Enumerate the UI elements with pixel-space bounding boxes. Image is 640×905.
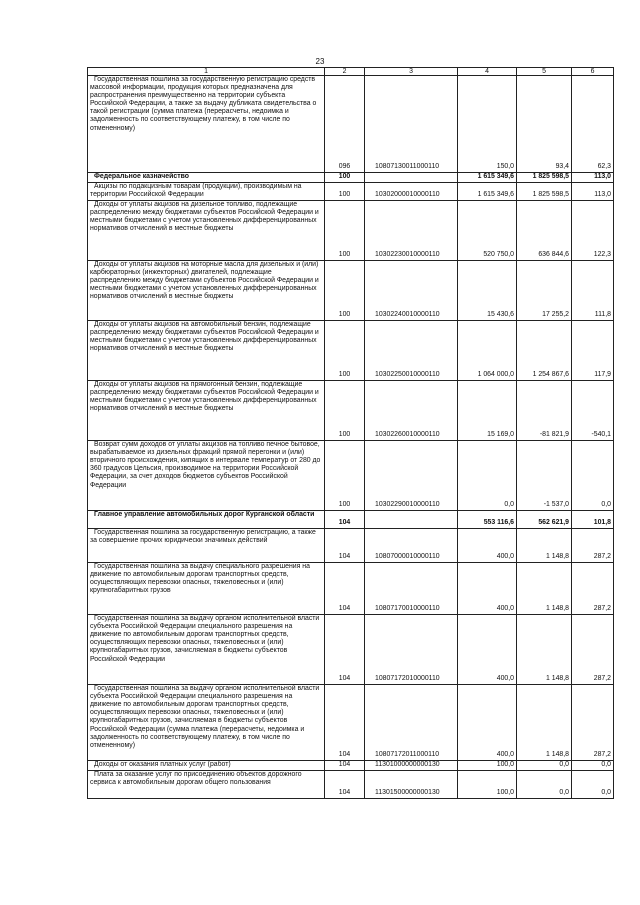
row-plan-cell: 1 615 349,6	[458, 173, 517, 183]
row-name-cell: Государственная пошлина за государственную регистрацию средств массовой информации, продукция которых предназначена для распространения преимущественно на территории субъекта Российской Федерации, а также за выдачу дубликата свидетельства о такой регистрации (сумма платежа (перерасчеты, недоимка и задолженность по соответствующему платежу, в том числе по отмененному)	[88, 76, 325, 173]
row-kbk-cell: 10807000010000110	[365, 529, 458, 563]
row-kbk-cell	[365, 173, 458, 183]
table-row	[88, 173, 614, 183]
row-actual-cell: 562 621,9	[517, 511, 572, 529]
row-kbk-cell: 10302250010000110	[365, 321, 458, 381]
row-plan-cell: 100,0	[458, 771, 517, 799]
header-cell: 4	[458, 68, 517, 76]
row-name-cell: Плата за оказание услуг по присоединению объектов дорожного сервиса к автомобильным дорогам общего пользования	[88, 771, 325, 799]
row-name-cell: Государственная пошлина за выдачу специального разрешения на движение по автомобильным дорогам транспортных средств, осуществляющих перевозки опасных, тяжеловесных и (или) крупногабаритных грузов	[88, 563, 325, 615]
row-actual-cell: 1 148,8	[517, 685, 572, 761]
row-percent-cell: 0,0	[572, 761, 614, 771]
table-row	[88, 261, 614, 321]
row-code-cell: 104	[325, 771, 365, 799]
table-row	[88, 183, 614, 201]
row-code-cell: 104	[325, 563, 365, 615]
row-kbk-cell: 10807170010000110	[365, 563, 458, 615]
row-percent-cell: 287,2	[572, 563, 614, 615]
row-code-cell: 104	[325, 529, 365, 563]
row-code-cell: 100	[325, 183, 365, 201]
row-actual-cell: 17 255,2	[517, 261, 572, 321]
row-code-cell: 104	[325, 615, 365, 685]
header-cell: 1	[88, 68, 325, 76]
row-kbk-cell: 11301500000000130	[365, 771, 458, 799]
row-actual-cell: 1 254 867,6	[517, 321, 572, 381]
row-name-cell: Возврат сумм доходов от уплаты акцизов на топливо печное бытовое, вырабатываемое из дизельных фракций прямой перегонки и (или) вторичного происхождения, кипящих в интервале температур от 280 до 360 градусов Цельсия, производимое на территории Российской Федерации, за счет доходов бюджетов субъектов Российской Федерации	[88, 441, 325, 511]
table-row	[88, 685, 614, 761]
row-actual-cell: 1 148,8	[517, 615, 572, 685]
row-actual-cell: 636 844,6	[517, 201, 572, 261]
header-cell: 3	[365, 68, 458, 76]
table-row	[88, 563, 614, 615]
row-plan-cell: 400,0	[458, 615, 517, 685]
row-actual-cell: 1 825 598,5	[517, 173, 572, 183]
row-plan-cell: 100,0	[458, 761, 517, 771]
row-percent-cell: 287,2	[572, 685, 614, 761]
row-percent-cell: 287,2	[572, 615, 614, 685]
row-code-cell: 096	[325, 76, 365, 173]
row-plan-cell: 520 750,0	[458, 201, 517, 261]
row-plan-cell: 400,0	[458, 685, 517, 761]
header-cell: 5	[517, 68, 572, 76]
table-row	[88, 771, 614, 799]
row-code-cell: 100	[325, 261, 365, 321]
row-name-cell: Доходы от уплаты акцизов на автомобильный бензин, подлежащие распределению между бюджетами субъектов Российской Федерации и местными бюджетами с учетом установленных дифференцированных нормативов отчислений в местные бюджеты	[88, 321, 325, 381]
row-plan-cell: 15 169,0	[458, 381, 517, 441]
header-cell: 6	[572, 68, 614, 76]
table-row	[88, 441, 614, 511]
row-name-cell: Федеральное казначейство	[88, 173, 325, 183]
row-actual-cell: 1 825 598,5	[517, 183, 572, 201]
row-name-cell: Доходы от уплаты акцизов на прямогонный бензин, подлежащие распределению между бюджетами субъектов Российской Федерации и местными бюджетами с учетом установленных дифференцированных нормативов отчислений в местные бюджеты	[88, 381, 325, 441]
row-name-cell: Государственная пошлина за выдачу органом исполнительной власти субъекта Российской Федерации специального разрешения на движение по автомобильным дорогам транспортных средств, осуществляющих перевозки опасных, тяжеловесных и (или) крупногабаритных грузов, зачисляемая в бюджеты субъектов Российской Федерации (сумма платежа (перерасчеты, недоимка и задолженность по соответствующему платежу, в том числе по отмененному)	[88, 685, 325, 761]
row-name-cell: Государственная пошлина за государственную регистрацию, а также за совершение прочих юридически значимых действий	[88, 529, 325, 563]
row-code-cell: 100	[325, 173, 365, 183]
row-percent-cell: 287,2	[572, 529, 614, 563]
row-kbk-cell: 10807172011000110	[365, 685, 458, 761]
row-actual-cell: -1 537,0	[517, 441, 572, 511]
row-kbk-cell: 10302240010000110	[365, 261, 458, 321]
table-row	[88, 201, 614, 261]
row-percent-cell: 113,0	[572, 173, 614, 183]
row-code-cell: 104	[325, 511, 365, 529]
table-row	[88, 615, 614, 685]
table-row	[88, 321, 614, 381]
row-kbk-cell: 11301000000000130	[365, 761, 458, 771]
row-kbk-cell: 10302290010000110	[365, 441, 458, 511]
row-name-cell: Главное управление автомобильных дорог Курганской области	[88, 511, 325, 529]
row-name-cell: Доходы от оказания платных услуг (работ)	[88, 761, 325, 771]
row-actual-cell: 0,0	[517, 761, 572, 771]
table-header-row	[88, 68, 614, 76]
row-percent-cell: 113,0	[572, 183, 614, 201]
row-code-cell: 100	[325, 201, 365, 261]
row-plan-cell: 0,0	[458, 441, 517, 511]
table-row	[88, 529, 614, 563]
row-percent-cell: 111,8	[572, 261, 614, 321]
row-percent-cell: -540,1	[572, 381, 614, 441]
row-plan-cell: 150,0	[458, 76, 517, 173]
table-row	[88, 761, 614, 771]
row-percent-cell: 101,8	[572, 511, 614, 529]
row-percent-cell: 0,0	[572, 771, 614, 799]
row-plan-cell: 400,0	[458, 529, 517, 563]
row-name-cell: Доходы от уплаты акцизов на моторные масла для дизельных и (или) карбюраторных (инжекторных) двигателей, подлежащие распределению между бюджетами субъектов Российской Федерации и местными бюджетами с учетом установленных дифференцированных нормативов отчислений в местные бюджеты	[88, 261, 325, 321]
row-actual-cell: 1 148,8	[517, 529, 572, 563]
row-plan-cell: 1 064 000,0	[458, 321, 517, 381]
table-row	[88, 511, 614, 529]
row-kbk-cell	[365, 511, 458, 529]
table-row	[88, 381, 614, 441]
row-percent-cell: 122,3	[572, 201, 614, 261]
row-name-cell: Доходы от уплаты акцизов на дизельное топливо, подлежащие распределению между бюджетами субъектов Российской Федерации и местными бюджетами с учетом установленных дифференцированных нормативов отчислений в местные бюджеты	[88, 201, 325, 261]
row-code-cell: 100	[325, 381, 365, 441]
revenue-table	[87, 67, 614, 799]
row-kbk-cell: 10807172010000110	[365, 615, 458, 685]
row-code-cell: 100	[325, 441, 365, 511]
header-cell: 2	[325, 68, 365, 76]
row-code-cell: 104	[325, 761, 365, 771]
row-percent-cell: 62,3	[572, 76, 614, 173]
row-plan-cell: 15 430,6	[458, 261, 517, 321]
row-plan-cell: 553 116,6	[458, 511, 517, 529]
row-actual-cell: 1 148,8	[517, 563, 572, 615]
row-kbk-cell: 10302000010000110	[365, 183, 458, 201]
row-plan-cell: 400,0	[458, 563, 517, 615]
row-percent-cell: 117,9	[572, 321, 614, 381]
row-percent-cell: 0,0	[572, 441, 614, 511]
row-kbk-cell: 10807130011000110	[365, 76, 458, 173]
table-row	[88, 76, 614, 173]
row-code-cell: 100	[325, 321, 365, 381]
row-kbk-cell: 10302230010000110	[365, 201, 458, 261]
row-kbk-cell: 10302260010000110	[365, 381, 458, 441]
row-actual-cell: 93,4	[517, 76, 572, 173]
row-actual-cell: -81 821,9	[517, 381, 572, 441]
row-name-cell: Акцизы по подакцизным товарам (продукции), производимым на территории Российской Федерации	[88, 183, 325, 201]
row-plan-cell: 1 615 349,6	[458, 183, 517, 201]
row-code-cell: 104	[325, 685, 365, 761]
row-actual-cell: 0,0	[517, 771, 572, 799]
row-name-cell: Государственная пошлина за выдачу органом исполнительной власти субъекта Российской Федерации специального разрешения на движение по автомобильным дорогам транспортных средств, осуществляющих перевозки опасных, тяжеловесных и (или) крупногабаритных грузов, зачисляемая в бюджеты субъектов Российской Федерации	[88, 615, 325, 685]
page-number: 23	[315, 57, 325, 66]
